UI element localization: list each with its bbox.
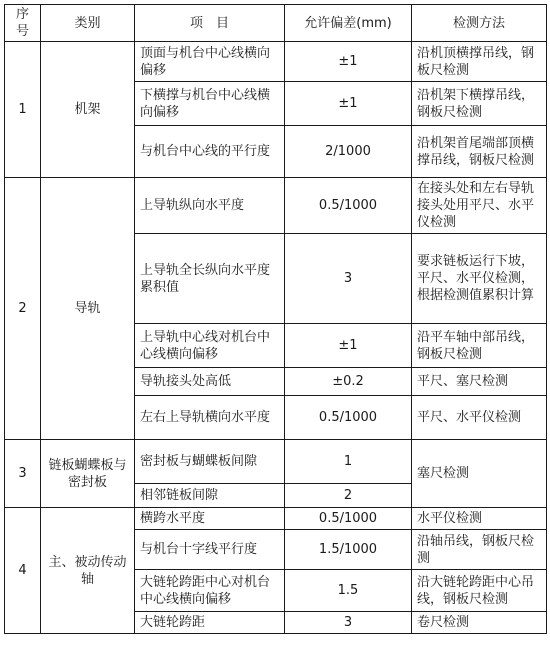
header-method: 检测方法 xyxy=(412,5,547,42)
method-cell: 塞尺检测 xyxy=(412,440,547,508)
item-cell: 密封板与蝴蝶板间隙 xyxy=(135,440,285,484)
tolerance-cell: ±1 xyxy=(285,324,412,368)
item-cell: 上导轨纵向水平度 xyxy=(135,178,285,234)
inspection-table xyxy=(4,4,547,634)
tolerance-cell: 3 xyxy=(285,234,412,324)
table-row xyxy=(5,42,547,82)
group-category: 导轨 xyxy=(41,178,135,440)
tolerance-cell: 1.5 xyxy=(285,570,412,612)
header-category: 类别 xyxy=(41,5,135,42)
table-row xyxy=(5,508,547,530)
tolerance-cell: 0.5/1000 xyxy=(285,508,412,530)
item-cell: 相邻链板间隙 xyxy=(135,484,285,508)
tolerance-cell: ±1 xyxy=(285,42,412,82)
tolerance-cell: 2/1000 xyxy=(285,126,412,178)
item-cell: 大链轮跨距 xyxy=(135,612,285,634)
item-cell: 左右上导轨横向水平度 xyxy=(135,396,285,440)
table-row xyxy=(5,440,547,484)
item-cell: 横跨水平度 xyxy=(135,508,285,530)
group-category: 机架 xyxy=(41,42,135,178)
group-number: 2 xyxy=(5,178,41,440)
method-cell: 沿轴吊线，钢板尺检测 xyxy=(412,530,547,570)
method-cell: 水平仪检测 xyxy=(412,508,547,530)
item-cell: 大链轮跨距中心对机台中心线横向偏移 xyxy=(135,570,285,612)
item-cell: 导轨接头处高低 xyxy=(135,368,285,396)
item-cell: 上导轨全长纵向水平度累积值 xyxy=(135,234,285,324)
header-row xyxy=(5,5,547,42)
method-cell: 沿机架下横撑吊线，钢板尺检测 xyxy=(412,82,547,126)
group-category: 主、被动传动轴 xyxy=(41,508,135,634)
item-cell: 顶面与机台中心线横向偏移 xyxy=(135,42,285,82)
table-row xyxy=(5,178,547,234)
item-cell: 下横撑与机台中心线横向偏移 xyxy=(135,82,285,126)
group-number: 1 xyxy=(5,42,41,178)
method-cell: 平尺、水平仪检测 xyxy=(412,396,547,440)
header-no: 序号 xyxy=(5,5,41,42)
method-cell: 平尺、塞尺检测 xyxy=(412,368,547,396)
method-cell: 卷尺检测 xyxy=(412,612,547,634)
method-cell: 沿大链轮跨距中心吊线，钢板尺检测 xyxy=(412,570,547,612)
group-number: 4 xyxy=(5,508,41,634)
group-category: 链板蝴蝶板与密封板 xyxy=(41,440,135,508)
tolerance-cell: 1.5/1000 xyxy=(285,530,412,570)
item-cell: 与机台十字线平行度 xyxy=(135,530,285,570)
method-cell: 沿机顶横撑吊线，钢板尺检测 xyxy=(412,42,547,82)
header-tolerance: 允许偏差(mm) xyxy=(285,5,412,42)
method-cell: 在接头处和左右导轨接头处用平尺、水平仪检测 xyxy=(412,178,547,234)
tolerance-cell: 2 xyxy=(285,484,412,508)
method-cell: 沿机架首尾端部顶横撑吊线，钢板尺检测 xyxy=(412,126,547,178)
tolerance-cell: 3 xyxy=(285,612,412,634)
header-item: 项 目 xyxy=(135,5,285,42)
tolerance-cell: 0.5/1000 xyxy=(285,396,412,440)
tolerance-cell: ±1 xyxy=(285,82,412,126)
item-cell: 与机台中心线的平行度 xyxy=(135,126,285,178)
tolerance-cell: 1 xyxy=(285,440,412,484)
tolerance-cell: 0.5/1000 xyxy=(285,178,412,234)
tolerance-cell: ±0.2 xyxy=(285,368,412,396)
group-number: 3 xyxy=(5,440,41,508)
method-cell: 沿平车轴中部吊线，钢板尺检测 xyxy=(412,324,547,368)
item-cell: 上导轨中心线对机台中心线横向偏移 xyxy=(135,324,285,368)
method-cell: 要求链板运行下坡，平尺、水平仪检测，根据检测值累积计算 xyxy=(412,234,547,324)
